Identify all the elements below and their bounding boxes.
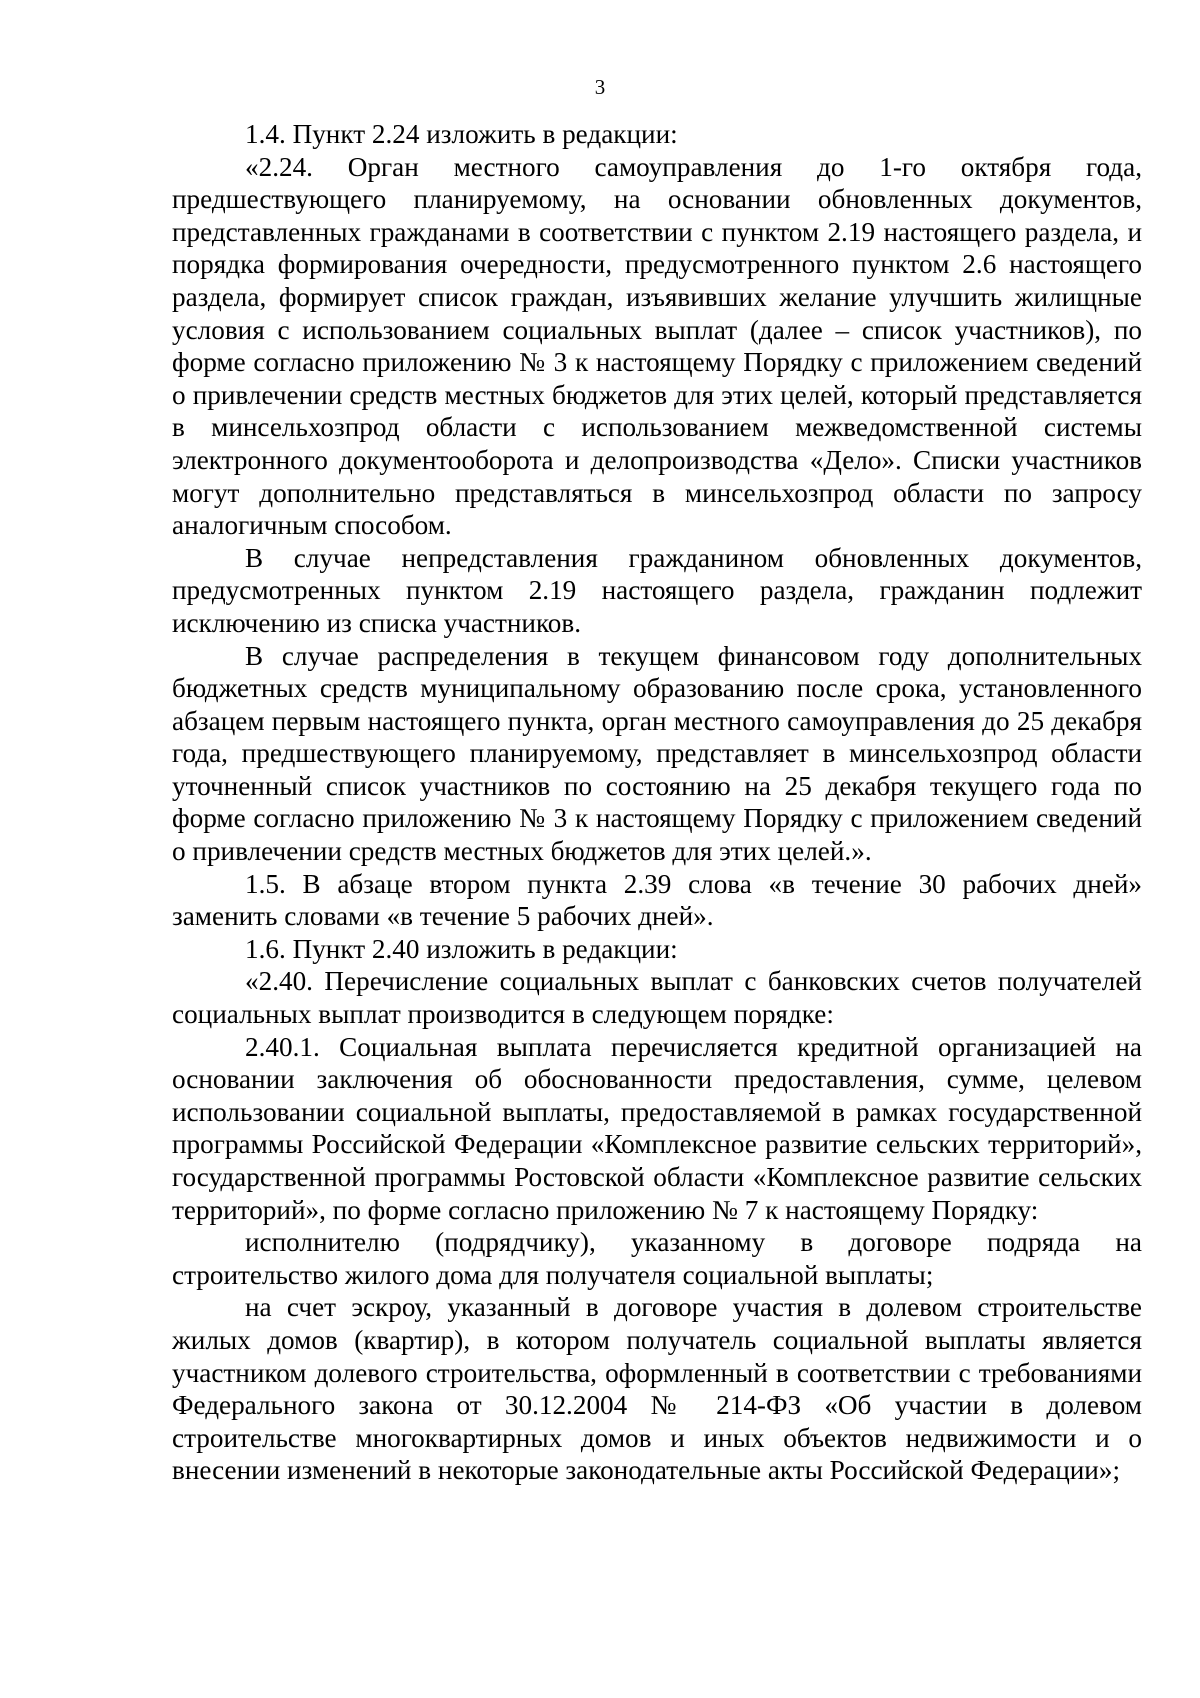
page-number: 3 [594, 75, 606, 99]
paragraph-contractor: исполнителю (подрядчику), указанному в договоре подряда на строительство жилого дома для получателя социальной выплаты; [172, 1227, 1142, 1290]
paragraph-escrow: на счет эскроу, указанный в договоре участия в долевом строительстве жилых домов (квартир), в котором получатель социальной выплаты является участником долевого строительства, оформленный в соответствии с требованиями Федерального закона от 30.12.2004 № 214-ФЗ «Об участии в долевом строительстве многоквартирных домов и иных объектов недвижимости и о внесении изменений в некоторые законодательные акты Российской Федерации»; [172, 1292, 1142, 1486]
paragraph-2-40-1: 2.40.1. Социальная выплата перечисляется кредитной организацией на основании заключения об обоснованности предоставления, сумме, целевом использовании социальной выплаты, предоставляемой в рамках государственной программы Российской Федерации «Комплексное развитие сельских территорий», государственной программы Ростовской области «Комплексное развитие сельских территорий», по форме согласно приложению № 7 к настоящему Порядку: [172, 1031, 1142, 1225]
document-body [172, 118, 1142, 1487]
paragraph-2-24: «2.24. Орган местного самоуправления до 1-го октября года, предшествующего планируемому, на основании обновленных документов, представленных гражданами в соответствии с пунктом 2.19 настоящего раздела, и порядка формирования очередности, предусмотренного пунктом 2.6 настоящего раздела, формирует список граждан, изъявивших желание улучшить жилищные условия с использованием социальных выплат (далее – список участников), по форме согласно приложению № 3 к настоящему Порядку с приложением сведений о привлечении средств местных бюджетов для этих целей, который представляется в минсельхозпрод области с использованием межведомственной системы электронного документооборота и делопроизводства «Дело». Списки участников могут дополнительно представляться в минсельхозпрод области по запросу аналогичным способом. [172, 151, 1142, 541]
paragraph-1-4: 1.4. Пункт 2.24 изложить в редакции: [245, 119, 678, 149]
paragraph-additional-funds: В случае распределения в текущем финансовом году дополнительных бюджетных средств муниципальному образованию после срока, установленного абзацем первым настоящего пункта, орган местного самоуправления до 25 декабря года, предшествующего планируемому, представляет в минсельхозпрод области уточненный список участников по состоянию на 25 декабря текущего года по форме согласно приложению № 3 к настоящему Порядку с приложением сведений о привлечении средств местных бюджетов для этих целей.». [172, 640, 1142, 867]
paragraph-1-6: 1.6. Пункт 2.40 изложить в редакции: [245, 933, 678, 964]
paragraph-1-5: 1.5. В абзаце втором пункта 2.39 слова «в течение 30 рабочих дней» заменить словами «в течение 5 рабочих дней». [172, 868, 1142, 932]
paragraph-2-40: «2.40. Перечисление социальных выплат с банковских счетов получателей социальных выплат производится в следующем порядке: [172, 966, 1142, 1030]
paragraph-exclusion: В случае непредставления гражданином обновленных документов, предусмотренных пунктом 2.19 настоящего раздела, гражданин подлежит исключению из списка участников. [172, 542, 1142, 638]
